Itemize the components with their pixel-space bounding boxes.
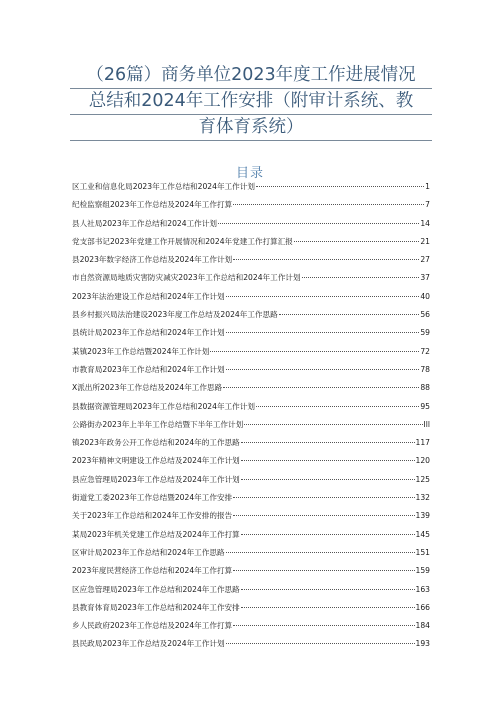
toc-entry-title: 县数据资源管理局2023年工作总结和2024年工作计划 (72, 401, 255, 411)
toc-entry-page-number: 151 (415, 547, 430, 557)
toc-entry-title: 县2023年数字经济工作总结及2024年工作计划 (72, 255, 233, 265)
toc-entry[interactable] (72, 529, 430, 547)
toc-leader-dots (233, 204, 424, 205)
toc-entry-title: 区工业和信息化局2023年工作总结和2024年工作计划 (72, 182, 255, 191)
toc-entry[interactable] (72, 254, 430, 272)
toc-entry-page-number: 193 (415, 639, 430, 649)
title-line-2: 总结和2024年工作安排（附审计系统、教 (88, 91, 414, 111)
document-title (70, 62, 432, 140)
toc-list (72, 181, 430, 657)
toc-entry[interactable] (72, 565, 430, 583)
toc-leader-dots (210, 351, 419, 352)
toc-entry-page-number: 166 (415, 602, 430, 612)
toc-entry[interactable] (72, 510, 430, 528)
toc-leader-dots (226, 332, 420, 333)
toc-entry-page-number: 14 (420, 218, 430, 228)
toc-entry-title: 区审计局2023年工作总结和2024年工作思路 (72, 547, 225, 557)
toc-entry-title: 乡人民政府2023年工作总结及2024年工作打算 (72, 621, 233, 631)
toc-entry-page-number: 120 (415, 456, 430, 466)
toc-entry-page-number: Ill (423, 419, 430, 429)
toc-entry-title: 区应急管理局2023年工作总结和2024年工作思路 (72, 584, 240, 594)
toc-entry[interactable] (72, 291, 430, 309)
toc-entry-title: 2023年精神文明建设工作总结及2024年工作计划 (72, 456, 240, 466)
toc-entry[interactable] (72, 236, 430, 254)
toc-leader-dots (241, 589, 415, 590)
toc-entry[interactable] (72, 364, 430, 382)
toc-leader-dots (256, 186, 424, 187)
toc-entry-page-number: 145 (415, 529, 430, 539)
toc-leader-dots (218, 223, 419, 224)
toc-entry[interactable] (72, 218, 430, 236)
toc-entry-title: 某镇2023年工作总结暨2024年工作计划 (72, 346, 210, 356)
toc-entry-title: 街道党工委2023年工作总结暨2024年工作安排 (72, 493, 233, 503)
toc-entry[interactable] (72, 382, 430, 400)
toc-leader-dots (233, 515, 414, 516)
toc-entry[interactable] (72, 638, 430, 656)
toc-entry[interactable] (72, 327, 430, 345)
toc-entry-title: 市教育局2023年工作总结和2024年工作计划 (72, 364, 225, 374)
toc-entry[interactable] (72, 474, 430, 492)
toc-entry-page-number: 40 (420, 291, 430, 301)
title-underline-1 (70, 88, 432, 89)
toc-entry-page-number: 125 (415, 474, 430, 484)
toc-entry-title: 某局2023年机关党建工作总结及2024年工作打算 (72, 529, 240, 539)
toc-leader-dots (233, 625, 414, 626)
title-underline-2 (70, 114, 432, 115)
toc-entry-page-number: 159 (415, 566, 430, 576)
toc-entry-title: 县统计局2023年工作总结和2024年工作计划 (72, 328, 225, 338)
toc-leader-dots (241, 607, 415, 608)
toc-entry-title: 县民政局2023年工作总结及2024年工作计划 (72, 639, 225, 649)
toc-entry-page-number: 56 (420, 310, 430, 320)
toc-entry-title: 2023年法治建设工作总结和2024年工作计划 (72, 291, 225, 301)
toc-entry-title: 纪检监察组2023年工作总结及2024年工作打算 (72, 200, 233, 210)
toc-leader-dots (226, 296, 420, 297)
toc-entry[interactable] (72, 437, 430, 455)
title-line-3: 育体育系统） (198, 117, 304, 137)
toc-leader-dots (241, 479, 415, 480)
toc-entry-title: 县教育体育局2023年工作总结和2024年工作安排 (72, 602, 240, 612)
toc-entry-page-number: 72 (420, 346, 430, 356)
toc-entry[interactable] (72, 309, 430, 327)
toc-entry-page-number: 139 (415, 511, 430, 521)
toc-entry-page-number: 37 (420, 273, 430, 283)
toc-leader-dots (244, 424, 422, 425)
toc-entry[interactable] (72, 272, 430, 290)
toc-entry-page-number: 7 (425, 200, 430, 210)
toc-leader-dots (241, 534, 415, 535)
toc-entry[interactable] (72, 455, 430, 473)
toc-entry-title: 2023年度民营经济工作总结和2024年工作打算 (72, 566, 233, 576)
toc-entry[interactable] (72, 199, 430, 217)
toc-leader-dots (294, 241, 419, 242)
toc-entry-page-number: 132 (415, 493, 430, 503)
toc-entry[interactable] (72, 346, 430, 364)
toc-entry[interactable] (72, 584, 430, 602)
toc-entry[interactable] (72, 181, 430, 199)
toc-entry-page-number: 163 (415, 584, 430, 594)
toc-entry-title: 镇2023年政务公开工作总结和2024年的工作思路 (72, 438, 240, 448)
toc-entry-title: 县应急管理局2023年工作总结及2024年工作计划 (72, 474, 240, 484)
toc-entry-title: 县乡村振兴局法治建设2023年度工作总结及2024年工作思路 (72, 310, 278, 320)
toc-entry[interactable] (72, 602, 430, 620)
toc-leader-dots (256, 406, 419, 407)
toc-leader-dots (233, 497, 414, 498)
toc-entry-title: X派出所2023年工作总结及2024年工作思路 (72, 383, 223, 393)
toc-entry-page-number: 184 (415, 621, 430, 631)
toc-entry-title: 关于2023年工作总结和2024年工作安排的报告 (72, 511, 233, 521)
toc-leader-dots (233, 570, 414, 571)
toc-heading: 目录 (235, 166, 264, 181)
toc-leader-dots (279, 314, 420, 315)
toc-leader-dots (302, 277, 420, 278)
toc-leader-dots (241, 460, 415, 461)
toc-entry-page-number: 95 (420, 401, 430, 411)
toc-entry[interactable] (72, 492, 430, 510)
toc-entry-page-number: 1 (425, 182, 430, 191)
toc-leader-dots (226, 552, 415, 553)
toc-entry-page-number: 27 (420, 255, 430, 265)
toc-entry-page-number: 21 (420, 236, 430, 246)
title-underline-3 (70, 140, 432, 141)
title-line-1: （26篇）商务单位2023年度工作进展情况 (86, 65, 416, 85)
toc-leader-dots (233, 259, 419, 260)
toc-leader-dots (226, 369, 420, 370)
toc-entry-title: 县人社局2023年工作总结和2024工作计划 (72, 218, 217, 228)
toc-entry-title: 公路街办2023年上半年工作总结暨下半年工作计划 (72, 419, 244, 429)
toc-entry-page-number: 88 (420, 383, 430, 393)
toc-entry[interactable] (72, 419, 430, 437)
toc-entry-title: 市自然资源局地质灾害防灾减灾2023年工作总结和2024年工作计划 (72, 273, 301, 283)
toc-leader-dots (223, 387, 419, 388)
toc-entry-title: 党支部书记2023年党建工作开展情况和2024年党建工作打算汇报 (72, 236, 293, 246)
toc-entry-page-number: 78 (420, 364, 430, 374)
toc-entry-page-number: 117 (415, 438, 430, 448)
toc-leader-dots (226, 643, 415, 644)
toc-entry-page-number: 59 (420, 328, 430, 338)
toc-entry[interactable] (72, 401, 430, 419)
toc-leader-dots (241, 442, 415, 443)
toc-entry[interactable] (72, 620, 430, 638)
toc-entry[interactable] (72, 547, 430, 565)
